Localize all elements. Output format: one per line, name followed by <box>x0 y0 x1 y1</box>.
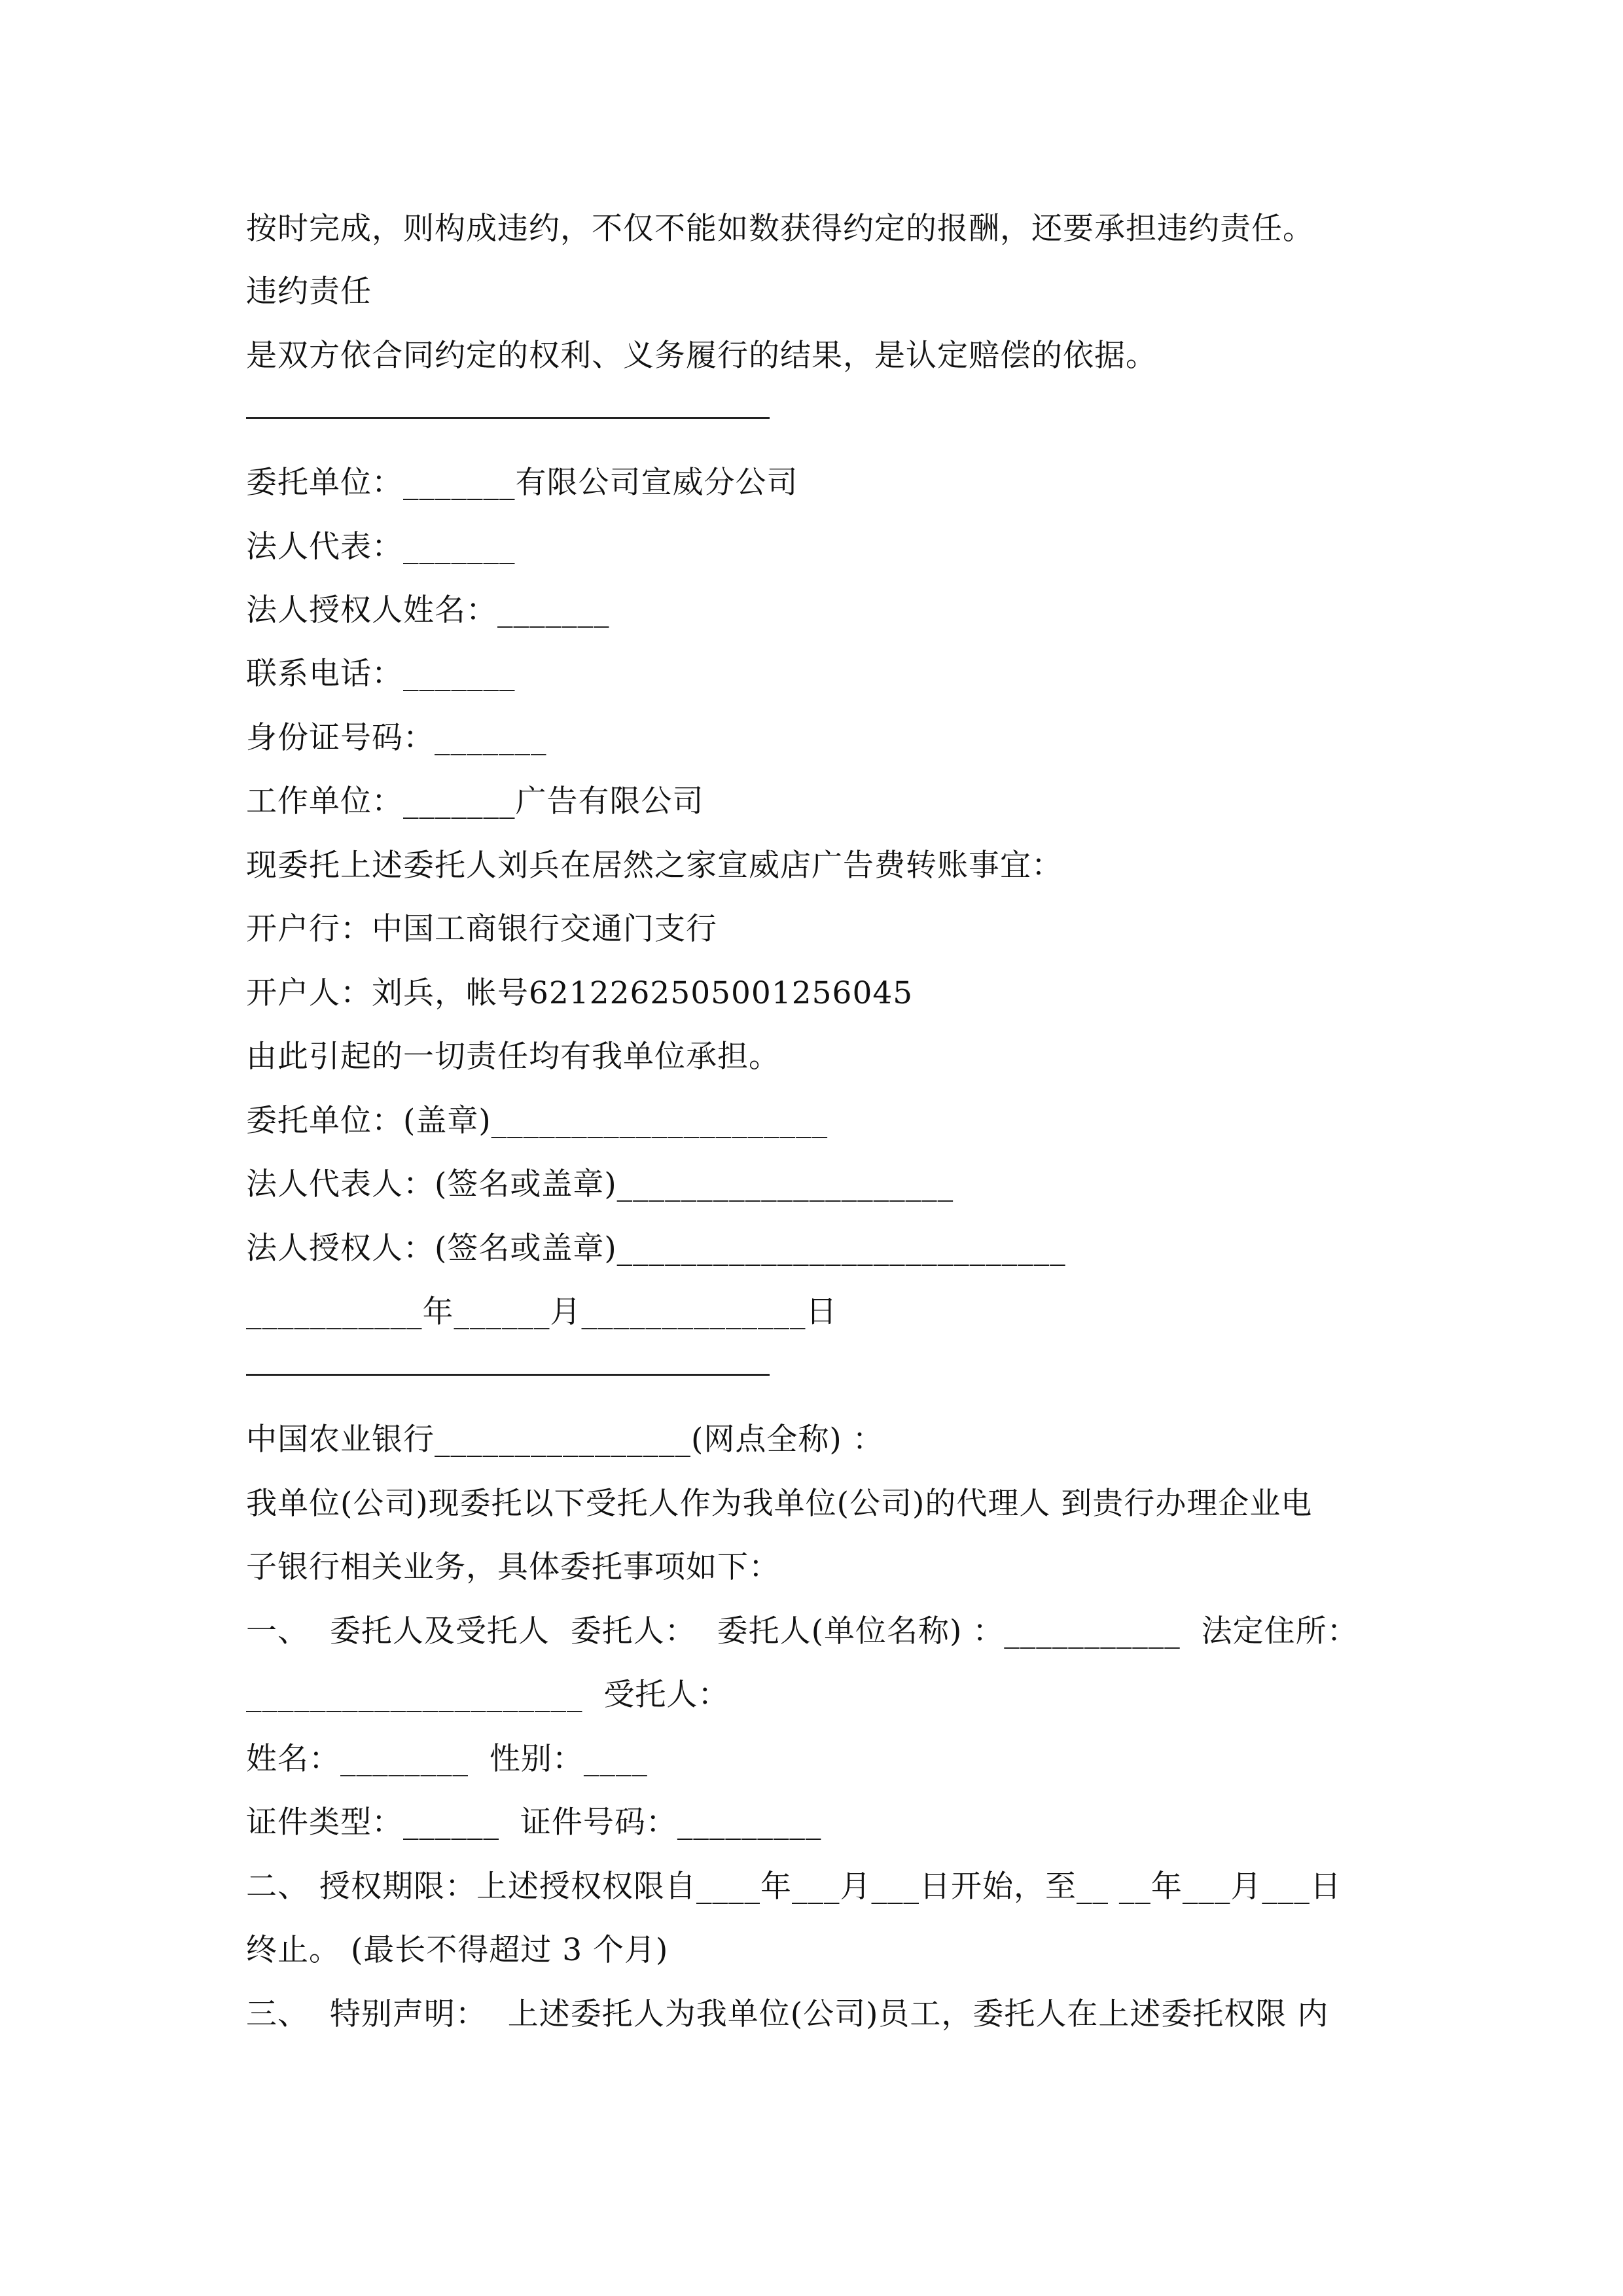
field-phone: 联系电话：_______ <box>246 656 516 692</box>
field-bank: 开户行：中国工商银行交通门支行 <box>246 911 717 947</box>
field-id-type: 证件类型：______ 证件号码：_________ <box>246 1804 822 1840</box>
text-paragraph-1: 我单位(公司)现委托以下受托人作为我单位(公司)的代理人 到贵行办理企业电 <box>246 1486 1313 1522</box>
field-name-gender: 姓名：________ 性别：____ <box>246 1741 648 1777</box>
section-heading: 违约责任 <box>246 274 372 310</box>
text-term-end: 终止。 (最长不得超过 3 个月) <box>246 1932 669 1968</box>
divider-rule-2 <box>246 1374 770 1376</box>
field-entrusting-unit: 委托单位：_______有限公司宣威分公司 <box>246 465 798 501</box>
date-line: ___________年______月______________日 <box>246 1294 838 1330</box>
sign-authorized-person: 法人授权人：(签名或盖章)____________________________ <box>246 1230 1066 1266</box>
field-legal-rep: 法人代表：_______ <box>246 529 516 565</box>
text-line-3: 是双方依合同约定的权利、义务履行的结果，是认定赔偿的依据。 <box>246 338 1157 374</box>
text-liability: 由此引起的一切责任均有我单位承担。 <box>246 1039 780 1075</box>
section-three: 三、 特别声明： 上述委托人为我单位(公司)员工，委托人在上述委托权限 内 <box>246 1996 1329 2032</box>
sign-entrusting-unit: 委托单位：(盖章)_____________________ <box>246 1103 829 1139</box>
divider-rule-1 <box>246 417 770 419</box>
field-authorized-name: 法人授权人姓名：_______ <box>246 592 610 628</box>
sign-legal-rep: 法人代表人：(签名或盖章)_____________________ <box>246 1166 954 1202</box>
text-bank-addressee: 中国农业银行________________(网点全称) ： <box>246 1422 884 1458</box>
field-work-unit: 工作单位：_______广告有限公司 <box>246 783 704 819</box>
text-entrustment: 现委托上述委托人刘兵在居然之家宣威店广告费转账事宜： <box>246 848 1063 884</box>
field-trustee: _____________________ 受托人： <box>246 1677 730 1713</box>
field-id-number: 身份证号码：_______ <box>246 720 547 756</box>
field-account-holder: 开户人：刘兵，帐号6212262505001256045 <box>246 975 914 1011</box>
section-one: 一、 委托人及受托人 委托人： 委托人(单位名称) ：___________ 法定住所： <box>246 1613 1359 1649</box>
text-paragraph-2: 子银行相关业务，具体委托事项如下： <box>246 1549 780 1585</box>
section-two: 二、 授权期限：上述授权权限自____年___月___日开始，至__ __年___月___日 <box>246 1869 1342 1905</box>
text-line-1: 按时完成，则构成违约，不仅不能如数获得约定的报酬，还要承担违约责任。 <box>246 211 1314 247</box>
